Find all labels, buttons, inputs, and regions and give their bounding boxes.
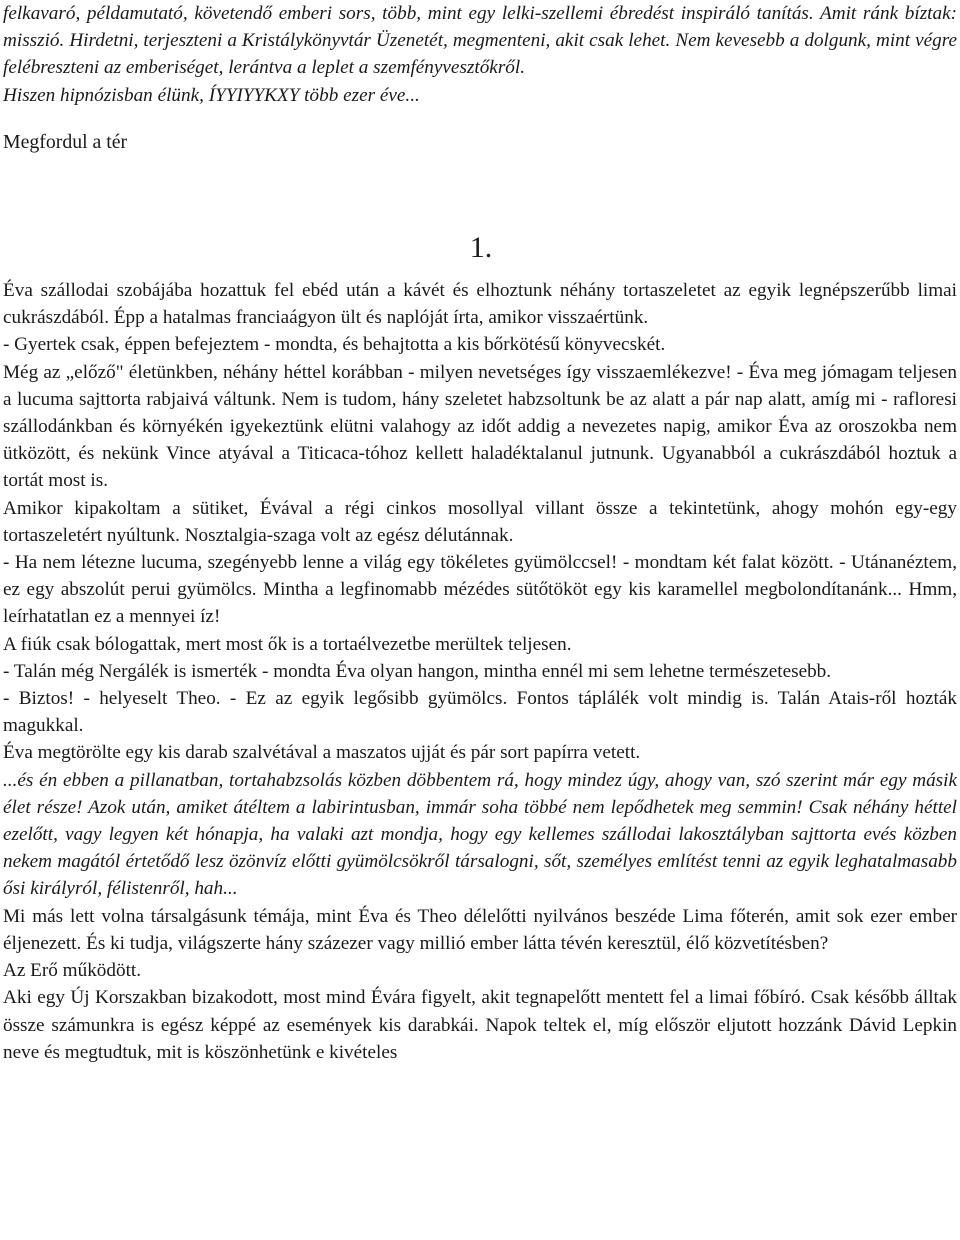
body-paragraph: Az Erő működött. <box>3 960 142 982</box>
body-paragraph: Aki egy Új Korszakban bizakodott, most mind Évára figyelt, akit tegnapelőtt mentett fel a limai főbíró. Csak később álltak össze számunkra is egész képpé az események kis darabkái. Napok teltek el, míg először eljutott hozzánk Dávid Lepkin neve és megtudtuk, mit is köszönhetünk e kivételes <box>3 987 957 1063</box>
chapter-body <box>3 277 957 1066</box>
body-paragraph: A fiúk csak bólogattak, mert most ők is a tortaélvezetbe merültek teljesen. <box>3 633 572 655</box>
body-paragraph: - Ha nem létezne lucuma, szegényebb lenne a világ egy tökéletes gyümölccsel! - mondtam két falat között. - Utánanéztem, ez egy abszolút perui gyümölcs. Mintha a legfinomabb mézédes sütőtököt egy kis karamellel megbolondítanánk... Hmm, leírhatatlan ez a mennyei íz! <box>3 552 957 628</box>
section-title: Megfordul a tér <box>3 130 128 153</box>
body-paragraph: - Gyertek csak, éppen befejeztem - mondta, és behajtotta a kis bőrkötésű könyvecskét. <box>3 334 666 356</box>
body-paragraph: ...és én ebben a pillanatban, tortahabzsolás közben döbbentem rá, hogy mindez úgy, ahogy van, szó szerint már egy másik élet része! Azok után, amiket átéltem a labirintusban, immár soha többé nem lepődhetek meg semmin! Csak néhány héttel ezelőtt, vagy legyen két hónapja, ha valaki azt mondja, hogy egy kellemes szállodai lakosztályban sajttorta evés közben nekem magától értetődő lesz özönvíz előtti gyümölcsökről társalogni, sőt, személyes említést tenni az egyik leghatalmasabb ősi királyról, félistenről, hah... <box>3 769 957 900</box>
chapter-number: 1. <box>469 231 493 265</box>
body-paragraph: Amikor kipakoltam a sütiket, Évával a régi cinkos mosollyal villant össze a tekintetünk, ahogy mohón egy-egy tortaszeletért nyúltunk. Nosztalgia-szaga volt az egész délutánnak. <box>3 497 957 546</box>
body-paragraph: - Talán még Nergálék is ismerték - mondta Éva olyan hangon, mintha ennél mi sem lehetne természetesebb. <box>3 660 832 682</box>
document-page <box>3 0 957 1066</box>
body-paragraph: Éva megtörölte egy kis darab szalvétával a maszatos ujját és pár sort papírra vetett. <box>3 742 641 764</box>
body-paragraph: Éva szállodai szobájába hozattuk fel ebéd után a kávét és elhoztunk néhány tortaszeletet az egyik legnépszerűbb limai cukrászdából. Épp a hatalmas franciaágyon ült és naplóját írta, amikor visszaértünk. <box>3 280 957 329</box>
body-paragraph: - Biztos! - helyeselt Theo. - Ez az egyik legősibb gyümölcs. Fontos táplálék volt mindig is. Talán Atais-ről hozták magukkal. <box>3 688 957 737</box>
body-paragraph: Még az „előző" életünkben, néhány héttel korábban - milyen nevetséges így visszaemlékezve! - Éva meg jómagam teljesen a lucuma sajttorta rabjaivá váltunk. Nem is tudom, hány szeletet habzsoltunk be az alatt a pár nap alatt, amíg mi - rafloresi szállodánkban és környékén igyekeztünk elütni valahogy az időt addig a nevezetes napig, amikor Éva az oroszokba nem ütközött, és nekünk Vince atyával a Titicaca-tóhoz kellett haladéktalanul jutnunk. Ugyanabból a cukrászdából hoztuk a tortát most is. <box>3 361 957 492</box>
intro-closing-line: Hiszen hipnózisban élünk, ÍYYIYYKXY több ezer éve... <box>3 84 420 106</box>
intro-paragraph: felkavaró, példamutató, követendő emberi sors, több, mint egy lelki-szellemi ébredést inspiráló tanítás. Amit ránk bíztak: misszió. Hirdetni, terjeszteni a Kristálykönyvtár Üzenetét, megmenteni, akit csak lehet. Nem kevesebb a dolgunk, mint végre felébreszteni az emberiséget, lerántva a leplet a szemfényvesztőkről. <box>3 3 957 79</box>
body-paragraph: Mi más lett volna társalgásunk témája, mint Éva és Theo délelőtti nyilvános beszéde Lima főterén, amit sok ezer ember éljenezett. És ki tudja, világszerte hány százezer vagy millió ember látta tévén keresztül, élő közvetítésben? <box>3 905 957 954</box>
